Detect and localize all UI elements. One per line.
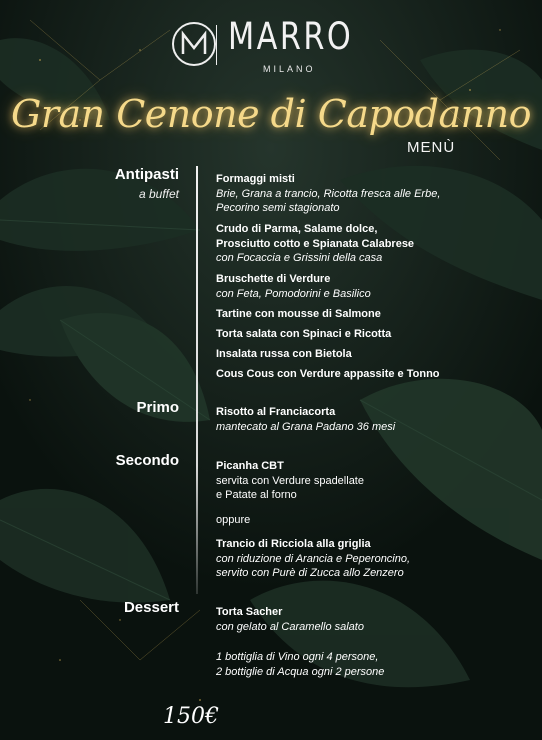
item-title: Torta Sacher — [216, 606, 283, 618]
item-title: Risotto al Franciacorta — [216, 406, 336, 418]
item-desc: servito con Purè di Zucca allo Zenzero — [216, 567, 404, 579]
item-title: Formaggi misti — [216, 173, 295, 185]
item-title: Cous Cous con Verdure appassite e Tonno — [216, 368, 440, 380]
item-title: Bruschette di Verdure — [216, 273, 331, 285]
item-desc: e Patate al forno — [216, 489, 297, 501]
menu-item-insalata — [216, 347, 526, 362]
item-separator: oppure — [216, 514, 251, 526]
section-antipasti: Antipasti — [114, 166, 179, 183]
brand-logo-icon — [171, 21, 217, 67]
item-desc: con Focaccia e Grissini della casa — [216, 252, 383, 264]
section-antipasti-sub: a buffet — [138, 187, 179, 201]
menu-item-trancio — [216, 537, 526, 581]
item-title: Trancio di Ricciola alla griglia — [216, 538, 371, 550]
item-desc: mantecato al Grana Padano 36 mesi — [216, 420, 396, 433]
menu-item-drinks — [216, 650, 526, 679]
item-desc: con gelato al Caramello salato — [216, 620, 364, 633]
item-desc: servita con Verdure spadellate — [216, 474, 364, 487]
menu-label: MENÙ — [407, 139, 456, 156]
item-desc: 1 bottiglia di Vino ogni 4 persone, — [216, 651, 379, 663]
item-desc: con riduzione di Arancia e Peperoncino, — [216, 552, 411, 565]
section-dessert: Dessert — [123, 599, 179, 616]
item-desc: 2 bottiglie di Acqua ogni 2 persone — [216, 665, 385, 678]
item-title: Picanha CBT — [216, 460, 284, 472]
item-desc: con Feta, Pomodorini e Basilico — [216, 287, 371, 300]
item-title: Crudo di Parma, Salame dolce, — [216, 223, 378, 235]
page-title: Gran Cenone di Capodanno — [11, 92, 531, 136]
item-desc: Pecorino semi stagionato — [216, 202, 340, 214]
menu-item-sacher — [216, 605, 526, 634]
brand-subtitle: MILANO — [263, 64, 316, 74]
item-desc: Brie, Grana a trancio, Ricotta fresca alle Erbe, — [216, 187, 441, 200]
menu-item-bruschette — [216, 272, 526, 301]
menu-item-picanha — [216, 459, 526, 503]
price: 150€ — [163, 704, 219, 729]
item-title: Insalata russa con Bietola — [216, 348, 352, 360]
item-title: Torta salata con Spinaci e Ricotta — [216, 328, 392, 340]
brand-name: MARRO — [228, 15, 354, 58]
item-title: Prosciutto cotto e Spianata Calabrese — [216, 237, 415, 250]
item-title: Tartine con mousse di Salmone — [216, 308, 381, 320]
section-primo: Primo — [136, 399, 179, 416]
menu-item-torta-salata — [216, 327, 526, 342]
menu-item-oppure — [216, 513, 526, 528]
menu-item-formaggi — [216, 172, 526, 216]
menu-item-tartine — [216, 307, 526, 322]
menu-item-cous-cous — [216, 367, 526, 382]
menu-item-risotto — [216, 405, 526, 434]
section-secondo: Secondo — [115, 452, 179, 469]
vertical-divider — [196, 166, 198, 594]
menu-item-crudo — [216, 222, 526, 266]
